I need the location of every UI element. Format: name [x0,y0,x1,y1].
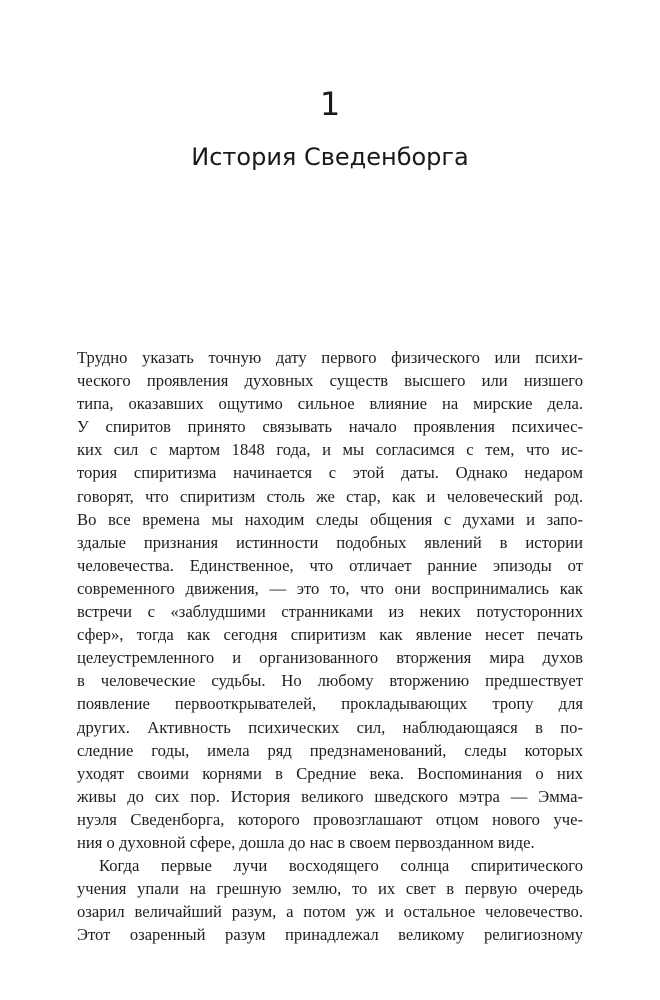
text-line: сфер», тогда как сегодня спиритизм как явление несет печать [77,625,583,645]
text-line: здалые признания истинности подобных явлений в истории [77,532,583,552]
text-line: Трудно указать точную дату первого физического или психи- [77,348,583,367]
text-line: современного движения, — это то, что они воспринимались как [77,578,583,598]
text-line: У спиритов принято связывать начало проявления психичес- [77,417,583,437]
text-line: живы до сих пор. История великого шведского мэтра — Эмма- [77,786,583,806]
text-line: говорят, что спиритизм столь же стар, как и человеческий род. [77,486,583,506]
chapter-number: 1 [319,85,341,123]
text-line: учения упали на грешную землю, то их свет в первую очередь [77,879,583,899]
text-line: появление первооткрывателей, прокладывающих тропу для [77,694,583,714]
text-line: других. Активность психических сил, наблюдающаяся в по- [77,717,583,737]
chapter-title: История Сведенборга [191,143,469,171]
text-line: ких сил с мартом 1848 года, и мы согласимся с тем, что ис- [77,440,583,460]
text-line: человечества. Единственное, что отличает ранние эпизоды от [77,555,583,575]
text-line: тория спиритизма начинается с этой даты. Однако недаром [77,463,583,483]
paragraph [77,346,583,854]
text-line: Этот озаренный разум принадлежал великому религиозному [77,925,583,945]
text-line: в человеческие судьбы. Но любому вторжению предшествует [77,671,583,691]
text-line: ния о духовной сфере, дошла до нас в своем первозданном виде. [77,832,535,852]
text-line: целеустремленного и организованного вторжения мира духов [77,648,583,668]
text-line: Когда первые лучи восходящего солнца спиритического [99,856,583,876]
text-line: следние годы, имела ряд предзнаменований, следы которых [77,740,583,760]
text-line: встречи с «заблудшими странниками из неких потусторонних [77,602,583,622]
text-line: уходят своими корнями в Средние века. Воспоминания о них [77,763,583,783]
text-line: типа, оказавших ощутимо сильное влияние на мирские дела. [77,394,583,414]
text-line: озарил величайший разум, а потом уж и остальное человечество. [77,902,583,922]
paragraph [77,854,583,946]
text-line: Во все времена мы находим следы общения с духами и запо- [77,509,583,529]
text-line: нуэля Сведенборга, которого провозглашают отцом нового уче- [77,809,583,829]
text-line: ческого проявления духовных существ высшего или низшего [77,371,583,391]
chapter-body [77,346,583,946]
